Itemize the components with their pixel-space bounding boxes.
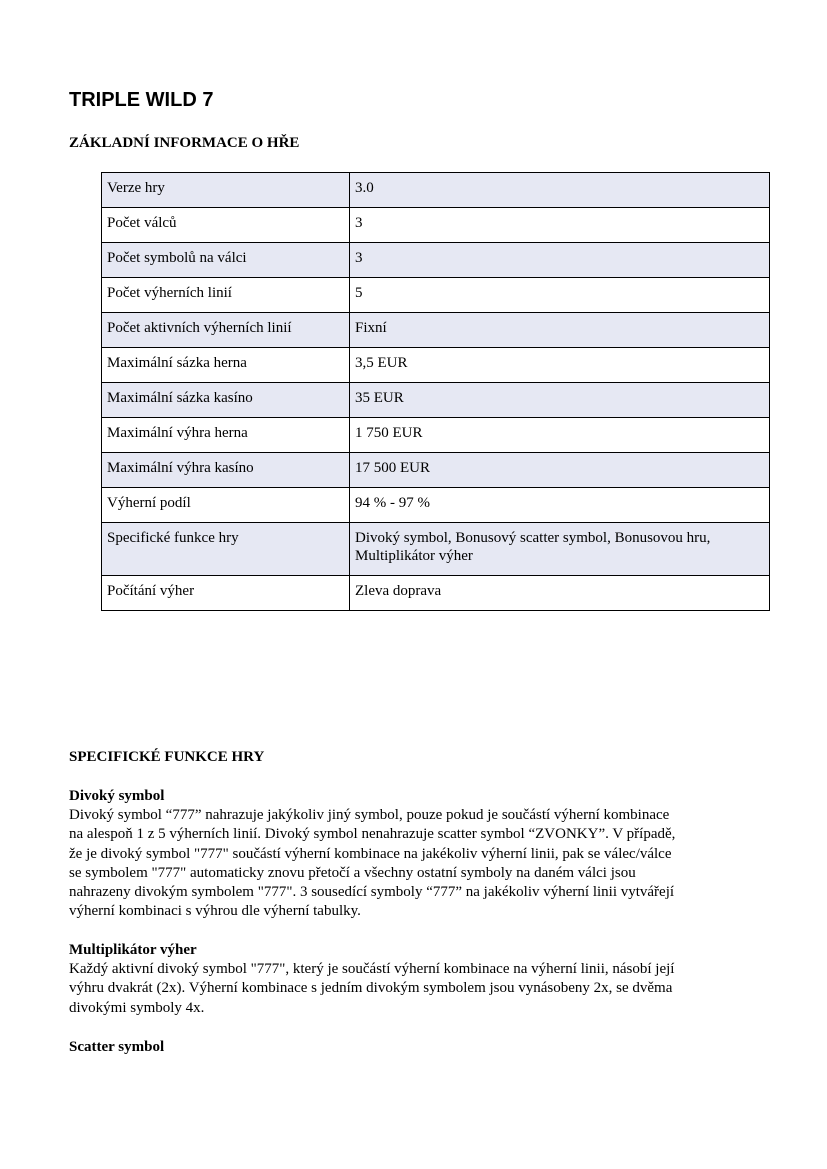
row-label: Počet výherních linií xyxy=(102,278,350,313)
section-heading: Divoký symbol xyxy=(69,788,165,804)
row-value: 3,5 EUR xyxy=(350,348,770,383)
row-value: Zleva doprava xyxy=(350,576,770,611)
row-value: 3.0 xyxy=(350,173,770,208)
row-value: 3 xyxy=(350,208,770,243)
specific-features-heading: SPECIFICKÉ FUNKCE HRY xyxy=(69,749,265,765)
table-row xyxy=(102,278,770,313)
table-row xyxy=(102,348,770,383)
row-label: Maximální výhra kasíno xyxy=(102,453,350,488)
row-value: 3 xyxy=(350,243,770,278)
row-value: Fixní xyxy=(350,313,770,348)
paragraph-line: divokými symboly 4x. xyxy=(69,999,205,1016)
row-value: 1 750 EUR xyxy=(350,418,770,453)
table-row xyxy=(102,523,770,576)
paragraph-line: Divoký symbol “777” nahrazuje jakýkoliv jiný symbol, pouze pokud je součástí výherní kombinace xyxy=(69,807,670,824)
game-info-table xyxy=(101,172,770,611)
paragraph-line: nahrazeny divokým symbolem "777". 3 sousedící symboly “777” na jakékoliv výherní linii vytvářejí xyxy=(69,884,675,901)
row-label: Maximální sázka herna xyxy=(102,348,350,383)
paragraph-line: se symbolem "777" automaticky znovu přetočí a všechny ostatní symboly na daném válci jsou xyxy=(69,864,636,881)
row-value: Divoký symbol, Bonusový scatter symbol, Bonusovou hru, Multiplikátor výher xyxy=(350,523,770,576)
section-scatter xyxy=(69,1038,164,1057)
paragraph-line: že je divoký symbol "777" součástí výherní kombinace na jakékoliv výherní linii, pak se válec/válce xyxy=(69,845,672,862)
row-label: Počet válců xyxy=(102,208,350,243)
table-row xyxy=(102,453,770,488)
table-row xyxy=(102,383,770,418)
table-row xyxy=(102,208,770,243)
table-row xyxy=(102,418,770,453)
row-value: 5 xyxy=(350,278,770,313)
section-multiplier xyxy=(69,941,674,1018)
row-label: Verze hry xyxy=(102,173,350,208)
section-heading: Multiplikátor výher xyxy=(69,942,197,958)
paragraph-line: na alespoň 1 z 5 výherních linií. Divoký symbol nenahrazuje scatter symbol “ZVONKY”. V případě, xyxy=(69,826,676,843)
paragraph-line: výhru dvakrát (2x). Výherní kombinace s jedním divokým symbolem jsou vynásobeny 2x, se dvěma xyxy=(69,980,673,997)
table-row xyxy=(102,488,770,523)
row-label: Výherní podíl xyxy=(102,488,350,523)
row-value: 35 EUR xyxy=(350,383,770,418)
row-label: Počet symbolů na válci xyxy=(102,243,350,278)
basic-info-heading: ZÁKLADNÍ INFORMACE O HŘE xyxy=(69,135,300,151)
row-label: Maximální výhra herna xyxy=(102,418,350,453)
paragraph-line: Každý aktivní divoký symbol "777", který je součástí výherní kombinace na výherní linii, násobí její xyxy=(69,961,675,978)
row-value: 17 500 EUR xyxy=(350,453,770,488)
row-label: Počet aktivních výherních linií xyxy=(102,313,350,348)
paragraph-line: výherní kombinaci s výhrou dle výherní tabulky. xyxy=(69,903,361,920)
row-label: Maximální sázka kasíno xyxy=(102,383,350,418)
row-label: Počítání výher xyxy=(102,576,350,611)
section-wild-symbol xyxy=(69,787,675,921)
document-title: TRIPLE WILD 7 xyxy=(69,89,214,111)
table-row xyxy=(102,243,770,278)
table-row xyxy=(102,173,770,208)
table-row xyxy=(102,576,770,611)
row-value: 94 % - 97 % xyxy=(350,488,770,523)
section-heading: Scatter symbol xyxy=(69,1039,165,1055)
row-label: Specifické funkce hry xyxy=(102,523,350,576)
table-row xyxy=(102,313,770,348)
